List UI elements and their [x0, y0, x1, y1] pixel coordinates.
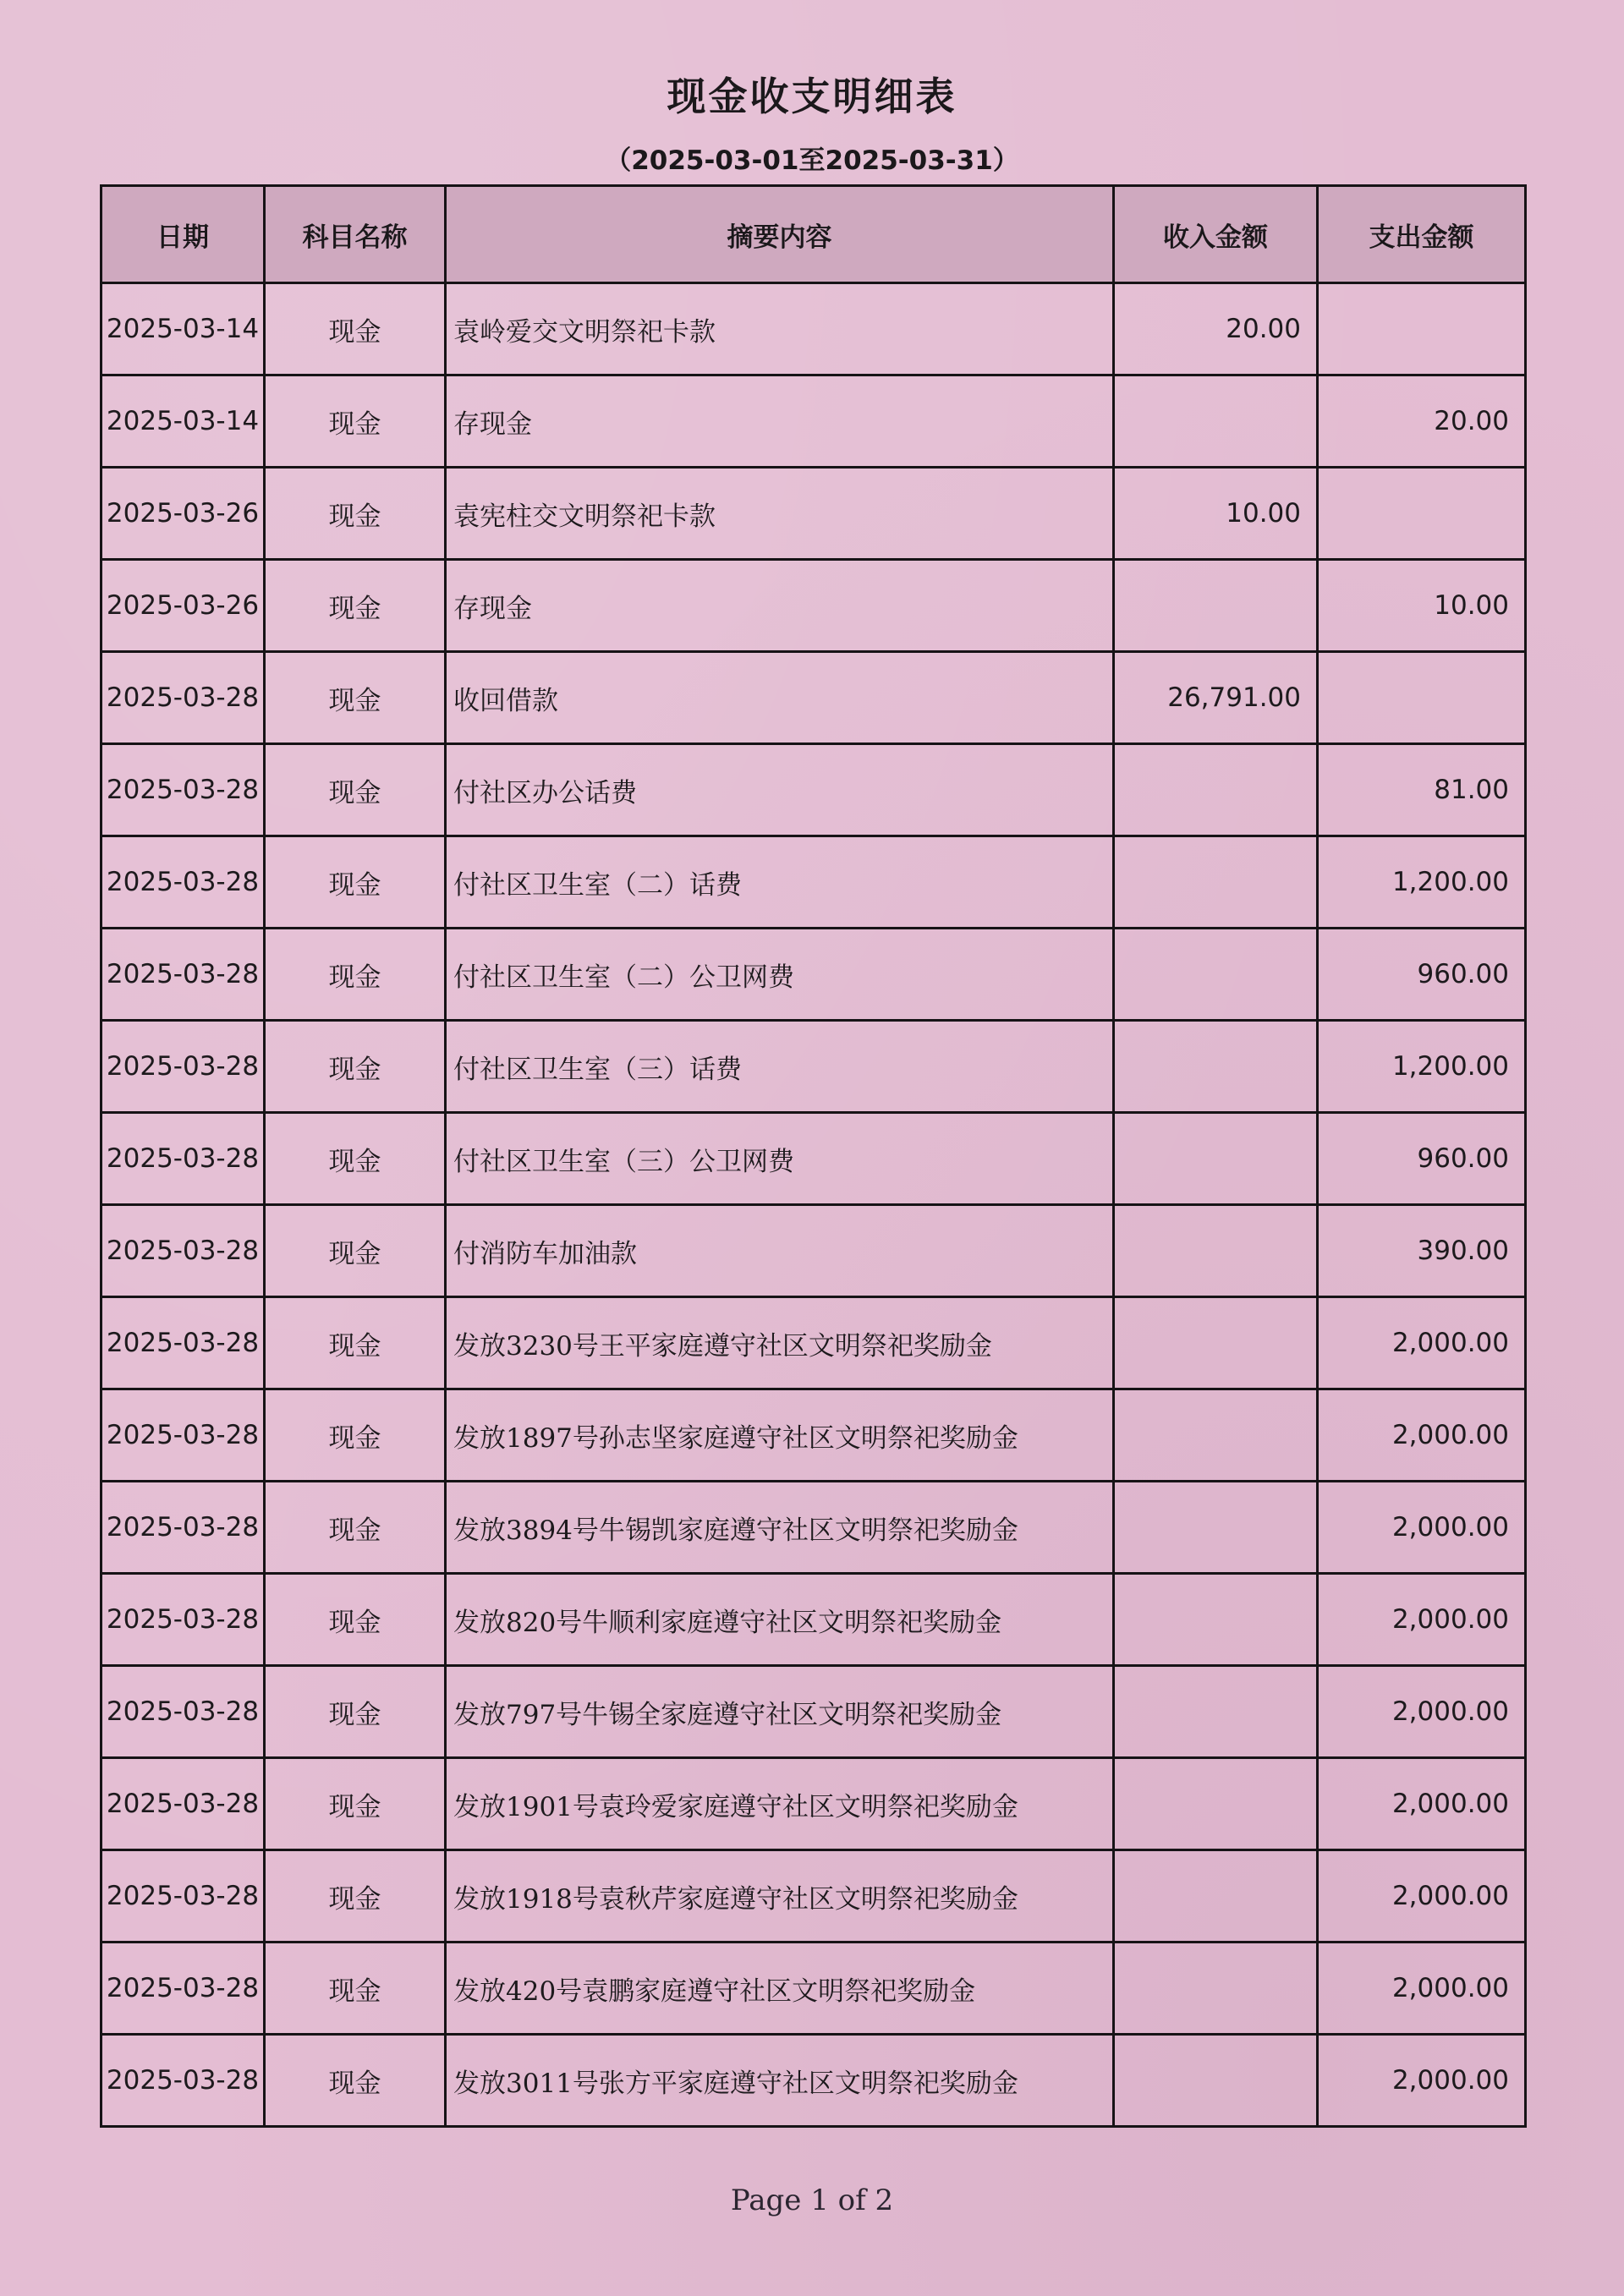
income-cell — [1114, 2035, 1318, 2127]
date-cell: 2025-03-28 — [102, 1297, 265, 1389]
income-cell — [1114, 1205, 1318, 1297]
subject-cell: 现金 — [265, 1758, 446, 1850]
header-income: 收入金额 — [1114, 186, 1318, 283]
table-row — [102, 836, 1526, 929]
subject-cell: 现金 — [265, 929, 446, 1021]
table-row — [102, 1758, 1526, 1850]
table-row — [102, 1113, 1526, 1205]
income-cell — [1114, 1297, 1318, 1389]
expense-cell: 1,200.00 — [1318, 1021, 1526, 1113]
subject-cell: 现金 — [265, 1021, 446, 1113]
income-cell — [1114, 1113, 1318, 1205]
date-cell: 2025-03-14 — [102, 283, 265, 375]
table-row — [102, 744, 1526, 836]
table-row — [102, 375, 1526, 468]
summary-cell: 存现金 — [446, 375, 1114, 468]
subject-cell: 现金 — [265, 1574, 446, 1666]
expense-cell: 2,000.00 — [1318, 1850, 1526, 1943]
date-cell: 2025-03-28 — [102, 1850, 265, 1943]
date-cell: 2025-03-28 — [102, 929, 265, 1021]
expense-cell: 960.00 — [1318, 1113, 1526, 1205]
summary-cell: 发放1918号袁秋芹家庭遵守社区文明祭祀奖励金 — [446, 1850, 1114, 1943]
header-summary: 摘要内容 — [446, 186, 1114, 283]
date-cell: 2025-03-14 — [102, 375, 265, 468]
date-cell: 2025-03-28 — [102, 836, 265, 929]
expense-cell: 20.00 — [1318, 375, 1526, 468]
income-cell — [1114, 744, 1318, 836]
date-cell: 2025-03-28 — [102, 1666, 265, 1758]
header-subject: 科目名称 — [265, 186, 446, 283]
summary-cell: 发放420号袁鹏家庭遵守社区文明祭祀奖励金 — [446, 1943, 1114, 2035]
expense-cell: 2,000.00 — [1318, 1297, 1526, 1389]
summary-cell: 付社区卫生室（三）公卫网费 — [446, 1113, 1114, 1205]
summary-cell: 发放1897号孙志坚家庭遵守社区文明祭祀奖励金 — [446, 1389, 1114, 1482]
expense-cell: 390.00 — [1318, 1205, 1526, 1297]
subject-cell: 现金 — [265, 375, 446, 468]
income-cell — [1114, 1482, 1318, 1574]
subject-cell: 现金 — [265, 1297, 446, 1389]
summary-cell: 发放1901号袁玲爱家庭遵守社区文明祭祀奖励金 — [446, 1758, 1114, 1850]
date-cell: 2025-03-28 — [102, 1943, 265, 2035]
table-header-row — [102, 186, 1526, 283]
date-cell: 2025-03-28 — [102, 652, 265, 744]
subject-cell: 现金 — [265, 1113, 446, 1205]
expense-cell — [1318, 652, 1526, 744]
cash-ledger-table — [100, 184, 1527, 2128]
date-cell: 2025-03-28 — [102, 1205, 265, 1297]
income-cell — [1114, 1758, 1318, 1850]
expense-cell: 2,000.00 — [1318, 1666, 1526, 1758]
subject-cell: 现金 — [265, 1850, 446, 1943]
date-cell: 2025-03-28 — [102, 1574, 265, 1666]
date-cell: 2025-03-28 — [102, 1113, 265, 1205]
table-row — [102, 1574, 1526, 1666]
summary-cell: 发放797号牛锡全家庭遵守社区文明祭祀奖励金 — [446, 1666, 1114, 1758]
subject-cell: 现金 — [265, 560, 446, 652]
expense-cell — [1318, 283, 1526, 375]
summary-cell: 收回借款 — [446, 652, 1114, 744]
date-cell: 2025-03-26 — [102, 468, 265, 560]
subject-cell: 现金 — [265, 836, 446, 929]
table-row — [102, 283, 1526, 375]
expense-cell: 2,000.00 — [1318, 1389, 1526, 1482]
table-row — [102, 652, 1526, 744]
table-row — [102, 1205, 1526, 1297]
income-cell — [1114, 1943, 1318, 2035]
income-cell: 26,791.00 — [1114, 652, 1318, 744]
expense-cell: 2,000.00 — [1318, 2035, 1526, 2127]
document-period: （2025-03-01至2025-03-31） — [605, 145, 1019, 176]
table-row — [102, 1021, 1526, 1113]
summary-cell: 袁宪柱交文明祭祀卡款 — [446, 468, 1114, 560]
date-cell: 2025-03-28 — [102, 2035, 265, 2127]
table-row — [102, 1850, 1526, 1943]
summary-cell: 付消防车加油款 — [446, 1205, 1114, 1297]
income-cell: 20.00 — [1114, 283, 1318, 375]
summary-cell: 付社区卫生室（三）话费 — [446, 1021, 1114, 1113]
subject-cell: 现金 — [265, 1666, 446, 1758]
subject-cell: 现金 — [265, 1943, 446, 2035]
subject-cell: 现金 — [265, 1482, 446, 1574]
date-cell: 2025-03-26 — [102, 560, 265, 652]
expense-cell: 81.00 — [1318, 744, 1526, 836]
expense-cell: 10.00 — [1318, 560, 1526, 652]
subject-cell: 现金 — [265, 283, 446, 375]
subject-cell: 现金 — [265, 1389, 446, 1482]
date-cell: 2025-03-28 — [102, 1389, 265, 1482]
summary-cell: 付社区卫生室（二）公卫网费 — [446, 929, 1114, 1021]
summary-cell: 存现金 — [446, 560, 1114, 652]
table-row — [102, 1482, 1526, 1574]
summary-cell: 发放820号牛顺利家庭遵守社区文明祭祀奖励金 — [446, 1574, 1114, 1666]
summary-cell: 发放3230号王平家庭遵守社区文明祭祀奖励金 — [446, 1297, 1114, 1389]
date-cell: 2025-03-28 — [102, 744, 265, 836]
expense-cell: 2,000.00 — [1318, 1482, 1526, 1574]
subject-cell: 现金 — [265, 744, 446, 836]
income-cell — [1114, 375, 1318, 468]
expense-cell — [1318, 468, 1526, 560]
table-row — [102, 468, 1526, 560]
subject-cell: 现金 — [265, 468, 446, 560]
income-cell — [1114, 560, 1318, 652]
table-row — [102, 2035, 1526, 2127]
income-cell — [1114, 1666, 1318, 1758]
subject-cell: 现金 — [265, 2035, 446, 2127]
expense-cell: 1,200.00 — [1318, 836, 1526, 929]
page-number: Page 1 of 2 — [730, 2184, 894, 2217]
expense-cell: 2,000.00 — [1318, 1758, 1526, 1850]
income-cell — [1114, 1574, 1318, 1666]
summary-cell: 付社区办公话费 — [446, 744, 1114, 836]
header-expense: 支出金额 — [1318, 186, 1526, 283]
expense-cell: 2,000.00 — [1318, 1574, 1526, 1666]
table-row — [102, 1297, 1526, 1389]
date-cell: 2025-03-28 — [102, 1482, 265, 1574]
table-row — [102, 929, 1526, 1021]
income-cell — [1114, 1021, 1318, 1113]
date-cell: 2025-03-28 — [102, 1758, 265, 1850]
date-cell: 2025-03-28 — [102, 1021, 265, 1113]
expense-cell: 2,000.00 — [1318, 1943, 1526, 2035]
income-cell — [1114, 836, 1318, 929]
income-cell — [1114, 1389, 1318, 1482]
summary-cell: 袁岭爱交文明祭祀卡款 — [446, 283, 1114, 375]
table-body — [102, 283, 1526, 2127]
table-row — [102, 1666, 1526, 1758]
income-cell — [1114, 929, 1318, 1021]
document-title: 现金收支明细表 — [667, 74, 957, 119]
summary-cell: 发放3894号牛锡凯家庭遵守社区文明祭祀奖励金 — [446, 1482, 1114, 1574]
summary-cell: 付社区卫生室（二）话费 — [446, 836, 1114, 929]
summary-cell: 发放3011号张方平家庭遵守社区文明祭祀奖励金 — [446, 2035, 1114, 2127]
header-date: 日期 — [102, 186, 265, 283]
income-cell — [1114, 1850, 1318, 1943]
income-cell: 10.00 — [1114, 468, 1318, 560]
table-row — [102, 1389, 1526, 1482]
subject-cell: 现金 — [265, 1205, 446, 1297]
expense-cell: 960.00 — [1318, 929, 1526, 1021]
subject-cell: 现金 — [265, 652, 446, 744]
table-row — [102, 1943, 1526, 2035]
table-row — [102, 560, 1526, 652]
